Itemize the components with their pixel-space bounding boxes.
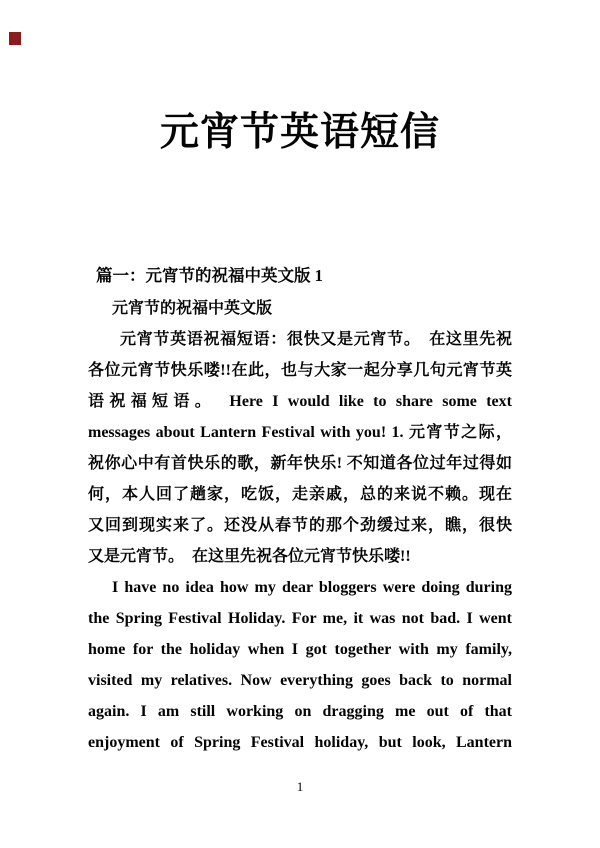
text-line: 各位元宵节快乐喽!!在此，也与大家一起分享几句元宵节英 [88,362,512,379]
text-line: enjoyment of Spring Festival holiday, but look, Lantern [88,734,512,751]
text-line: again. I am still working on dragging me out of that [88,703,512,720]
section-subheading: 元宵节的祝福中英文版 [112,300,273,317]
text-line: 语祝福短语。 Here I would like to share some text [88,393,512,410]
document-body [88,260,512,758]
text-line: the Spring Festival Holiday. For me, it was not bad. I went [88,610,512,627]
text-line: home for the holiday when I got together with my family, [88,641,512,658]
page-number: 1 [296,779,304,794]
text-line: 又回到现实来了。还没从春节的那个劲缓过来，瞧，很快 [88,517,512,534]
text-line: 何，本人回了趟家，吃饭，走亲戚，总的来说不赖。现在 [88,486,512,503]
text-line: 元宵节英语祝福短语：很快又是元宵节。 在这里先祝 [120,331,512,348]
text-line: I have no idea how my dear bloggers were doing during [112,579,512,596]
text-line: messages about Lantern Festival with you! 1. 元宵节之际， [88,424,512,441]
text-line: 又是元宵节。 在这里先祝各位元宵节快乐喽!! [88,548,411,565]
section-heading: 篇一：元宵节的祝福中英文版 1 [96,266,323,285]
text-line: visited my relatives. Now everything goes back to normal [88,672,512,689]
text-line: 祝你心中有首快乐的歌，新年快乐! 不知道各位过年过得如 [88,455,512,472]
corner-mark [9,32,21,45]
document-title: 元宵节英语短信 [159,111,440,154]
